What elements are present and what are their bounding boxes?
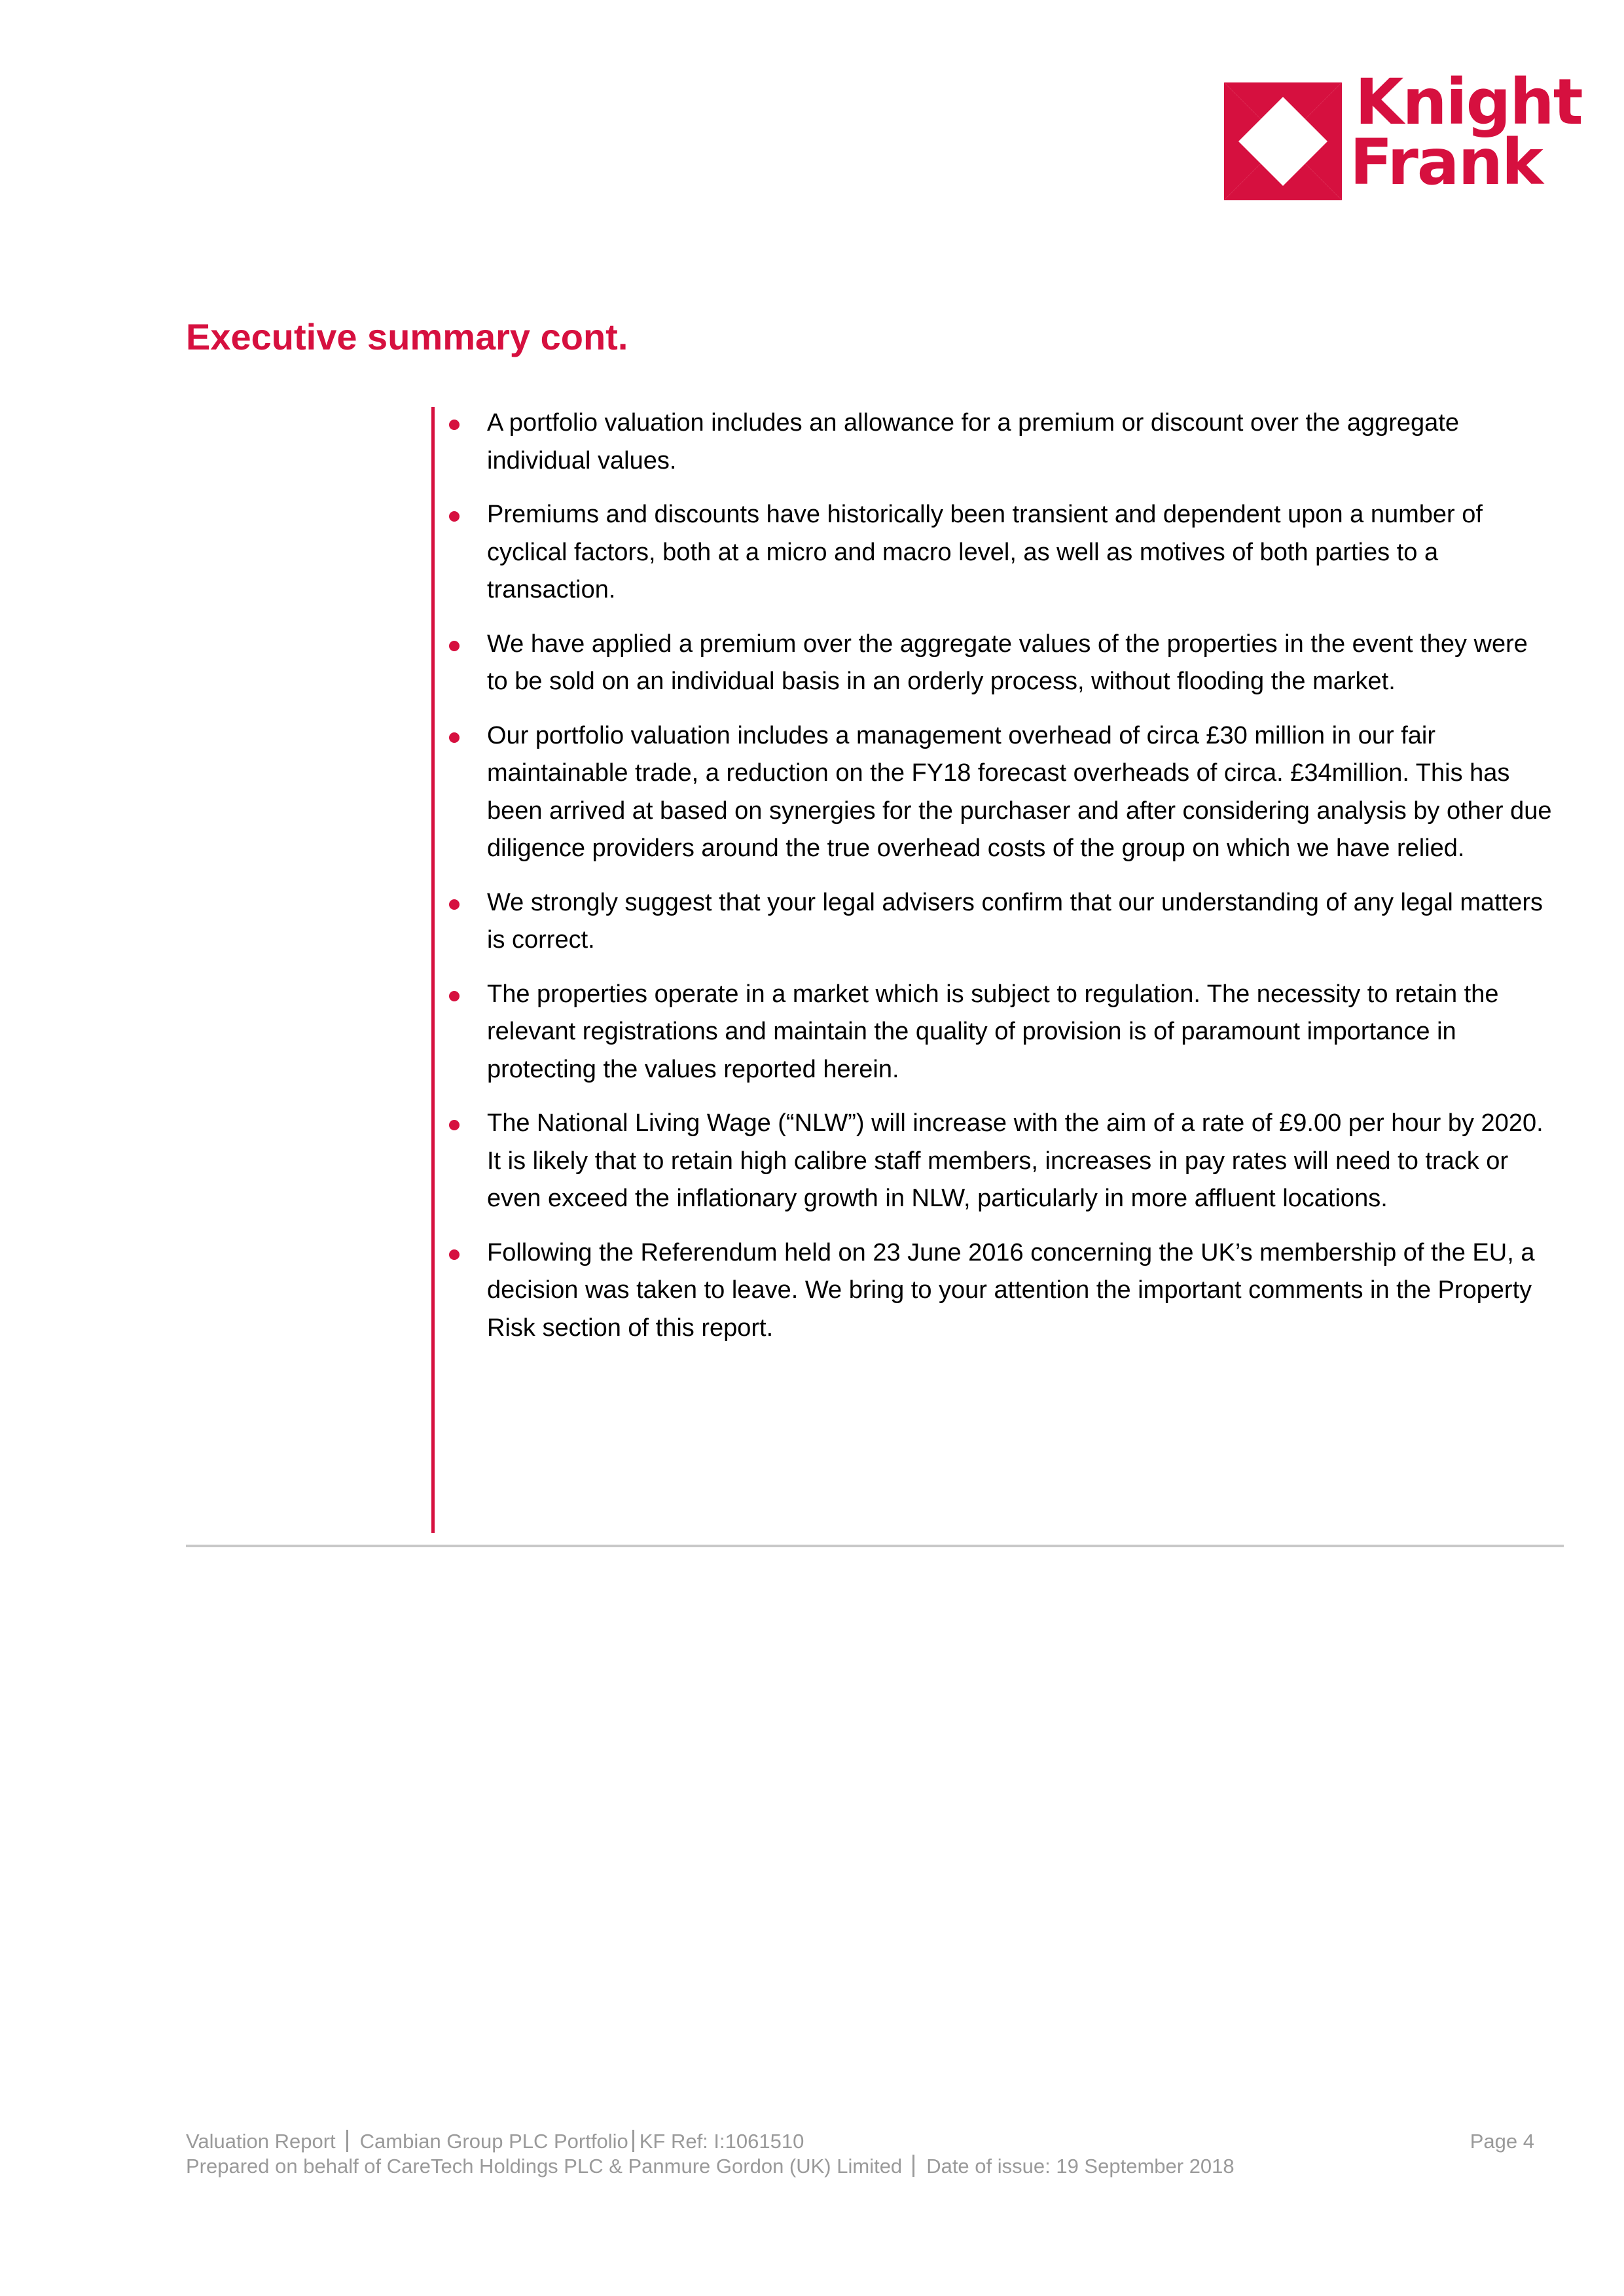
- bullet-item: [448, 1234, 1554, 1348]
- bullet-text: We strongly suggest that your legal advisers confirm that our understanding of any legal matters is correct.: [487, 888, 1543, 954]
- footer-kf-ref: KF Ref: I:1061510: [639, 2130, 804, 2153]
- bullet-dot-icon: [449, 899, 460, 910]
- bullet-item: [448, 717, 1554, 868]
- footer-portfolio: Cambian Group PLC Portfolio: [359, 2130, 628, 2153]
- logo-line-knight: Knight: [1355, 65, 1582, 139]
- logo-wordmark: [1350, 65, 1582, 199]
- bullet-item: [448, 1105, 1554, 1218]
- summary-bullet-list: [448, 404, 1554, 1363]
- bullet-text: Our portfolio valuation includes a management overhead of circa £30 million in our fair maintainable trade, a reduction on the FY18 forecast overheads of circa. £34million. This has been arrived at based on synergies for the purchaser and after considering analysis by other due diligence providers around the true overhead costs of the group on which we have relied.: [487, 721, 1552, 862]
- footer-prepared-for: Prepared on behalf of CareTech Holdings PLC & Panmure Gordon (UK) Limited: [186, 2155, 903, 2178]
- section-vertical-rule: [431, 407, 435, 1533]
- logo-line-frank: Frank: [1350, 126, 1542, 199]
- bullet-dot-icon: [449, 991, 460, 1001]
- page-footer: [186, 2129, 1534, 2179]
- footer-line-1: [186, 2129, 1534, 2154]
- bullet-text: Premiums and discounts have historically been transient and dependent upon a number of cyclical factors, both at a micro and macro level, as well as motives of both parties to a transaction.: [487, 501, 1483, 603]
- bullet-item: [448, 496, 1554, 609]
- knight-frank-logo: [1224, 65, 1582, 202]
- bullet-item: [448, 404, 1554, 480]
- footer-report-name: Valuation Report: [186, 2130, 336, 2153]
- footer-separator: [346, 2130, 348, 2152]
- footer-issue-date: Date of issue: 19 September 2018: [926, 2155, 1235, 2178]
- section-divider: [186, 1545, 1564, 1547]
- bullet-text: The National Living Wage (“NLW”) will increase with the aim of a rate of £9.00 per hour by 2020. It is likely that to retain high calibre staff members, increases in pay rates will need to track or even exceed the inflationary growth in NLW, particularly in more affluent locations.: [487, 1109, 1543, 1212]
- footer-separator: [632, 2130, 634, 2152]
- bullet-dot-icon: [449, 641, 460, 651]
- knight-frank-logo-mark-icon: [1224, 82, 1342, 200]
- bullet-text: We have applied a premium over the aggregate values of the properties in the event they were to be sold on an individual basis in an orderly process, without flooding the market.: [487, 630, 1528, 695]
- bullet-text: The properties operate in a market which is subject to regulation. The necessity to retain the relevant registrations and maintain the quality of provision is of paramount importance in protecting the values reported herein.: [487, 980, 1499, 1083]
- bullet-dot-icon: [449, 420, 460, 430]
- bullet-dot-icon: [449, 732, 460, 743]
- bullet-dot-icon: [449, 1120, 460, 1130]
- footer-separator: [912, 2155, 914, 2177]
- page-title: Executive summary cont.: [186, 316, 628, 357]
- bullet-text: Following the Referendum held on 23 June 2016 concerning the UK’s membership of the EU, a decision was taken to leave. We bring to your attention the important comments in the Property Risk section of this report.: [487, 1238, 1535, 1342]
- bullet-item: [448, 976, 1554, 1089]
- bullet-dot-icon: [449, 1249, 460, 1260]
- footer-line-2: [186, 2154, 1534, 2179]
- bullet-dot-icon: [449, 511, 460, 522]
- bullet-item: [448, 884, 1554, 960]
- page-number: Page 4: [1470, 2130, 1534, 2153]
- bullet-text: A portfolio valuation includes an allowance for a premium or discount over the aggregate individual values.: [487, 409, 1459, 475]
- bullet-item: [448, 626, 1554, 701]
